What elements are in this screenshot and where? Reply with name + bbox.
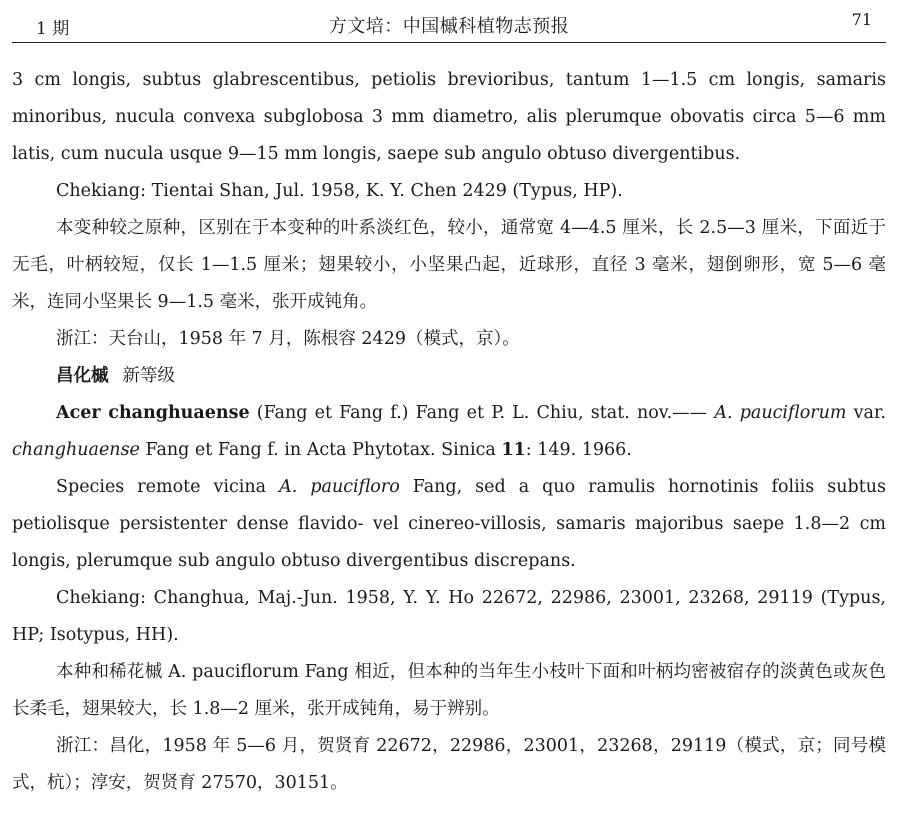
publication-citation: Fang et Fang f. in Acta Phytotax. Sinica [139,440,502,460]
page-number: 71 [851,10,872,29]
chinese-diagnosis: 本种和稀花槭 A. pauciflorum Fang 相近，但本种的当年生小枝叶下面和叶柄均密被宿存的淡黄色或灰色长柔毛，翅果较大，长 1.8—2 厘米，张开成钝角，易于辨别。 [12,662,886,719]
latin-diagnosis [12,469,886,580]
basionym-species: A. pauciflorum [714,403,847,423]
latin-description-continued: 3 cm longis, subtus glabrescentibus, petiolis brevioribus, tantum 1—1.5 cm longis, samaris minoribus, nucula convexa subglobosa 3 mm diametro, alis plerumque obovatis circa 5—6 mm latis, cum nucula usque 9—15 mm longis, saepe sub angulo obtuso divergentibus. [12,70,886,164]
diagnosis-lead: Species remote vicina [56,477,280,497]
type-specimens-latin: Chekiang: Changhua, Maj.-Jun. 1958, Y. Y. Ho 22672, 22986, 23001, 23268, 29119 (Typus, HP; Isotypus, HH). [12,588,886,645]
variety-name: changhuaense [12,440,140,460]
type-specimens-chinese: 浙江：昌化，1958 年 5—6 月，贺贤育 22672，22986，23001，23268，29119（模式，京；同号模式，杭）；淳安，贺贤育 27570，30151。 [12,736,886,793]
running-header [12,6,886,43]
issue-label: 1 期 [36,19,70,39]
specimen-citation-latin: Chekiang: Tientai Shan, Jul. 1958, K. Y. Chen 2429 (Typus, HP). [56,181,623,201]
comparison-species: A. paucifloro [279,477,400,497]
species-authors: (Fang et Fang f.) Fang et P. L. Chiu, stat. nov.—— [256,403,715,423]
taxon-chinese-name: 昌化槭 [56,366,109,386]
journal-pages: : 149. 1966. [525,440,632,460]
taxon-status: 新等级 [122,366,175,386]
diagnosis-text: Fang, sed a quo ramulis hornotinis foliis subtus petiolisque persistenter dense flavido- vel cinereo-villosis, samaris majoribus saepe 1.8—2 cm longis, plerumque sub angulo obtuso divergentibus discrepans. [12,477,886,571]
species-name: Acer changhuaense [56,403,250,423]
specimen-citation-chinese: 浙江：天台山，1958 年 7 月，陈根容 2429（模式，京）。 [56,329,520,349]
journal-volume: 11 [501,440,526,460]
article-body [12,62,886,802]
running-title: 方文培：中国槭科植物志预报 [328,16,570,37]
var-abbrev: var. [846,403,886,423]
chinese-description: 本变种较之原种，区别在于本变种的叶系淡红色，较小，通常宽 4—4.5 厘米，长 2.5—3 厘米，下面近于无毛，叶柄较短，仅长 1—1.5 厘米；翅果较小，小坚果凸起，近球形，直径 3 毫米，翅倒卵形，宽 5—6 毫米，连同小坚果长 9—1.5 毫米，张开成钝角。 [12,218,886,312]
nomenclature-paragraph [12,395,886,469]
taxon-heading [12,358,886,395]
